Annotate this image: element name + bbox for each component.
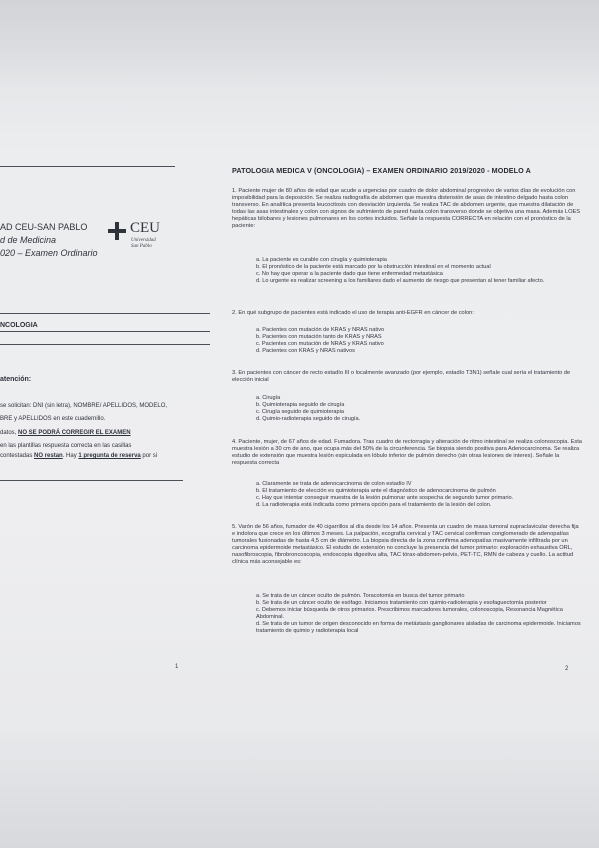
instruction-5 [0, 453, 157, 460]
instruction-3-warning: NO SE PODRÁ CORREGIR EL EXAMEN [18, 430, 131, 436]
subject-rule-2 [0, 344, 210, 345]
q4-option-a: a. Claramente se trata de adenocarcinoma de colon estadío IV [256, 481, 412, 487]
q2-option-d: d. Pacientes con KRAS y NRAS nativos [256, 348, 355, 354]
question-2: 2. En qué subgrupo de pacientes está indicado el uso de terapia anti-EGFR en cáncer de colon: [232, 310, 474, 316]
question-1-options [256, 257, 582, 285]
faculty-name: d de Medicina [0, 235, 57, 245]
q3-option-d: d. Quimio-radioterapia seguido de cirugía. [256, 416, 361, 422]
right-page [222, 158, 587, 678]
bottom-shadow [0, 728, 599, 848]
top-shadow [0, 0, 599, 90]
instruction-2: BRE y APELLIDOS en este cuadernillo. [0, 416, 106, 422]
question-5-options [256, 593, 582, 635]
instruction-3 [0, 430, 131, 437]
page-number-right: 2 [565, 666, 569, 672]
q5-option-a: a. Se trata de un cáncer oculto de pulmón. Toracotomía en busca del tumor primario [256, 593, 465, 599]
left-page [0, 150, 212, 670]
q4-option-d: d. La radioterapia está indicada como primera opción para el tratamiento de la lesión del colon. [256, 502, 492, 508]
instruction-4: en las plantillas respuesta correcta en las casillas [0, 443, 132, 449]
q5-option-d: d. Se trata de un tumor de origen desconocido en forma de metástasis ganglionares aisladas de carcinoma epidermoide. Iniciamos tratamiento de quimio y radioterapia local [256, 621, 581, 634]
q2-option-b: b. Pacientes con mutación tanto de KRAS y NRAS [256, 334, 382, 340]
q4-option-b: b. El tratamiento de elección es quimioterapia ante el diagnóstico de adenocarcinoma de pulmón [256, 488, 496, 494]
cross-icon [108, 222, 126, 240]
logo-subtitle [131, 238, 156, 250]
q5-option-b: b. Se trata de un cáncer oculto de esófago. Iniciamos tratamiento con quimio-radioterapia y esofaguectomía posterior [256, 600, 547, 606]
attention-heading: atención: [0, 376, 32, 383]
question-3: 3. En pacientes con cáncer de recto estadío III o localmente avanzado (por ejemplo, estadío T3N1) señale cual sería el tratamiento de elección inicial [232, 370, 571, 384]
exam-title: PATOLOGIA MEDICA V (ONCOLOGIA) – EXAMEN ORDINARIO 2019/2020 - MODELO A [232, 166, 531, 175]
instruction-3-text: datos, [0, 430, 19, 436]
q3-option-b: b. Quimioterapia seguido de cirugía [256, 402, 345, 408]
instructions-rule [0, 480, 183, 481]
logo-word: CEU [130, 220, 160, 236]
header-rule [0, 166, 175, 167]
instruction-5-end: por si [140, 453, 158, 459]
q4-option-c: c. Hay que intentar conseguir muestra de la lesión pulmonar ante sospecha de segundo tumor primario. [256, 495, 514, 501]
question-4: 4. Paciente, mujer, de 67 años de edad. Fumadora. Tras cuadro de rectorragia y alteración de ritmo intestinal se realiza colonoscopia. Esta muestra lesión a 30 cm de ano, que ocupa más del 50% de la circunferencia. Se biopsia siendo positiva para Adenocarcinoma. Se realiza estudio de extensión que muestra lesión espiculada en lóbulo inferior de pulmón derecho (sin otras lesiones de interes). Señale la respuesta correcta [232, 439, 582, 467]
q5-option-c: c. Debemos iniciar búsqueda de otros primarios. Prescribimos marcadores tumorales, colonoscopia, Resonancia Magnética Abdominal. [256, 607, 563, 620]
instruction-1: se solicitan: DNI (sin letra), NOMBRE/ APELLIDOS, MODELO, [0, 403, 168, 409]
university-name: AD CEU-SAN PABLO [0, 222, 88, 232]
q3-option-a: a. Cirugía [256, 395, 281, 401]
q3-option-c: c. Cirugía seguido de quimioterapia [256, 409, 344, 415]
q1-option-c: c. No hay que operar a la paciente dado que tiene enfermedad metastásica [256, 271, 443, 277]
q2-option-c: c. Pacientes con mutación de NRAS y KRAS nativo [256, 341, 384, 347]
logo-sub-line1: Universidad [131, 238, 156, 243]
ceu-logo [108, 220, 178, 260]
instruction-5-text: contestadas [0, 453, 35, 459]
question-1: 1. Paciente mujer de 80 años de edad que acude a urgencias por cuadro de dolor abdominal progresivo de varios días de evolución con imposibilidad para la deposición. Se realiza radiografía de abdomen que muestra distensión de asas de intestino delgado hasta colon transverso. En analítica presenta leucocitosis con desviación izquierda. Se realiza TAC de abdomen urgente, que muestra dilatación de todas las asas intestinales y colon con signos de sufrimiento de pared hasta colon transverso donde se objetiva una masa. Además LOES hepáticas bilobares y lesiones pulmonares en los cortes incluidos. Señale la respuesta CORRECTA en relación con el pronóstico de la paciente: [232, 188, 581, 230]
q1-option-d: d. Lo urgente es realizar screening a los familiares dado el aumento de riesgo que presentan al tener familiar afecto. [256, 278, 545, 284]
subject-rule [0, 331, 210, 332]
question-4-options [256, 481, 582, 509]
instruction-5-no-restan: NO restan [34, 453, 63, 459]
page-number-left: 1 [175, 664, 179, 670]
question-3-options [256, 395, 582, 423]
question-5: 5. Varón de 56 años, fumador de 40 cigarrillos al día desde los 14 años. Presenta un cuadro de masa tumoral supraclavicular derecha fija e indolora que crece en los últimos 3 meses. La palpación, ecografía cervical y TAC cervical confirman conglomerado de adenopatías tumorales fusionadas de hasta 4,5 cm de diámetro. La biopsia directa de la zona confirma adenopatías masivamente infiltrada por un carcinoma epidermoide metastásico. El estudio de extensión no concluye la presencia del tumor primario: exploración exhaustiva ORL, nasofibroscopia, fibrobroncoscopia, endoscopia digestiva alta, TAC tórax-abdomen-pelvis, PET-TC, RMN de cabeza y cuello. La actitud clínica más aconsejable es: [232, 524, 579, 566]
question-2-options [256, 327, 582, 355]
exam-session: 020 – Examen Ordinario [0, 248, 98, 258]
subject-label: NCOLOGIA [0, 322, 38, 329]
q1-option-a: a. La paciente es curable con cirugía y quimioterapia [256, 257, 387, 263]
q2-option-a: a. Pacientes con mutación de KRAS y NRAS nativo [256, 327, 385, 333]
q1-option-b: b. El pronóstico de la paciente está marcado por la obstrucción intestinal en el momento actual [256, 264, 491, 270]
instruction-5-mid: . Hay [62, 453, 79, 459]
instruction-5-reserve: 1 pregunta de reserva [78, 453, 141, 459]
subject-rule-top [0, 313, 210, 314]
logo-sub-line2: San Pablo [131, 244, 152, 249]
